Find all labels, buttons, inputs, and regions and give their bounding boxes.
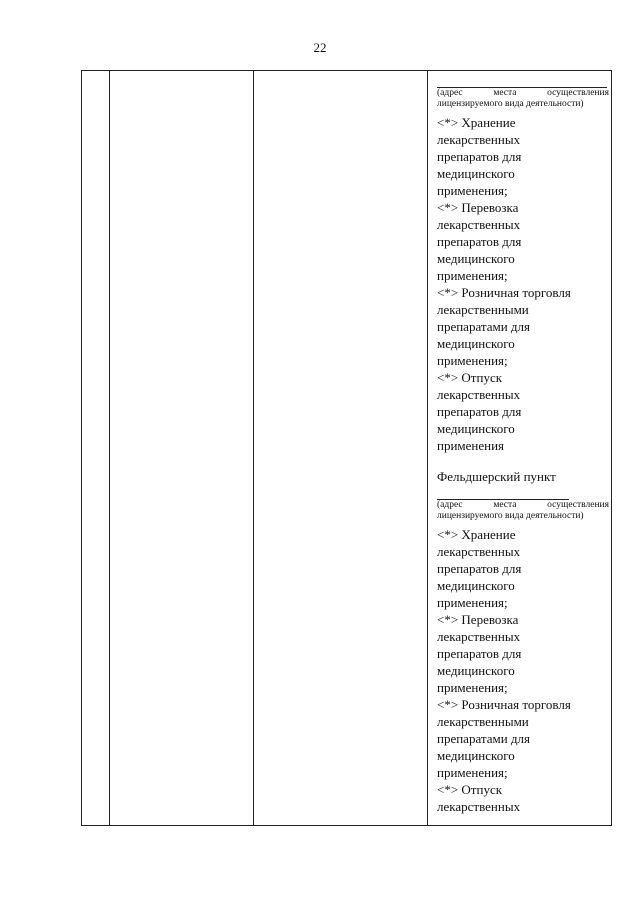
activity-line: препаратов для <box>437 646 522 661</box>
activity-line: <*> Отпуск <box>437 782 503 797</box>
address-caption <box>437 500 609 522</box>
column-divider-3 <box>427 71 428 825</box>
activity-line: препаратов для <box>437 149 522 164</box>
activity-line: медицинского <box>437 748 515 763</box>
activity-line: медицинского <box>437 421 515 436</box>
activity-line: препаратов для <box>437 561 522 576</box>
activity-line: применения; <box>437 765 508 780</box>
activity-line: лекарственных <box>437 387 521 402</box>
activity-list <box>437 526 609 815</box>
activity-line: препаратами для <box>437 319 531 334</box>
activity-line: применения; <box>437 353 508 368</box>
activity-line: <*> Отпуск <box>437 370 503 385</box>
activity-line: применения; <box>437 680 508 695</box>
activity-line: <*> Хранение <box>437 115 516 130</box>
activity-line: лекарственных <box>437 544 521 559</box>
address-caption-line1: (адрес места осуществления <box>437 88 609 98</box>
address-caption-line2: лицензируемого вида деятельности) <box>437 511 584 521</box>
activity-list <box>437 114 609 454</box>
address-caption-line1: (адрес места осуществления <box>437 500 609 510</box>
activity-line: препаратов для <box>437 234 522 249</box>
activity-line: применения; <box>437 268 508 283</box>
address-caption <box>437 88 609 110</box>
activity-line: лекарственных <box>437 799 521 814</box>
address-blank-line <box>437 77 607 88</box>
activity-line: <*> Хранение <box>437 527 516 542</box>
activity-line: лекарственных <box>437 217 521 232</box>
column-divider-2 <box>253 71 254 825</box>
activity-line: применения; <box>437 595 508 610</box>
column-divider-1 <box>109 71 110 825</box>
activity-line: препаратами для <box>437 731 531 746</box>
address-caption-line2: лицензируемого вида деятельности) <box>437 99 584 109</box>
address-blank-line <box>437 489 569 500</box>
activity-line: применения; <box>437 183 508 198</box>
activity-line: <*> Перевозка <box>437 200 519 215</box>
section-heading: Фельдшерский пункт <box>437 469 556 484</box>
activity-line: <*> Розничная торговля <box>437 697 571 712</box>
activity-line: медицинского <box>437 166 515 181</box>
activity-line: препаратов для <box>437 404 522 419</box>
activity-line: <*> Розничная торговля <box>437 285 571 300</box>
activity-line: лекарственных <box>437 132 521 147</box>
license-table <box>81 70 612 826</box>
activity-line: медицинского <box>437 251 515 266</box>
activity-line: лекарственными <box>437 302 529 317</box>
activity-cell <box>437 77 609 815</box>
activity-line: медицинского <box>437 336 515 351</box>
activity-line: лекарственных <box>437 629 521 644</box>
activity-line: медицинского <box>437 663 515 678</box>
activity-line: <*> Перевозка <box>437 612 519 627</box>
activity-line: применения <box>437 438 505 453</box>
activity-line: лекарственными <box>437 714 529 729</box>
activity-line: медицинского <box>437 578 515 593</box>
page-number: 22 <box>313 40 327 55</box>
